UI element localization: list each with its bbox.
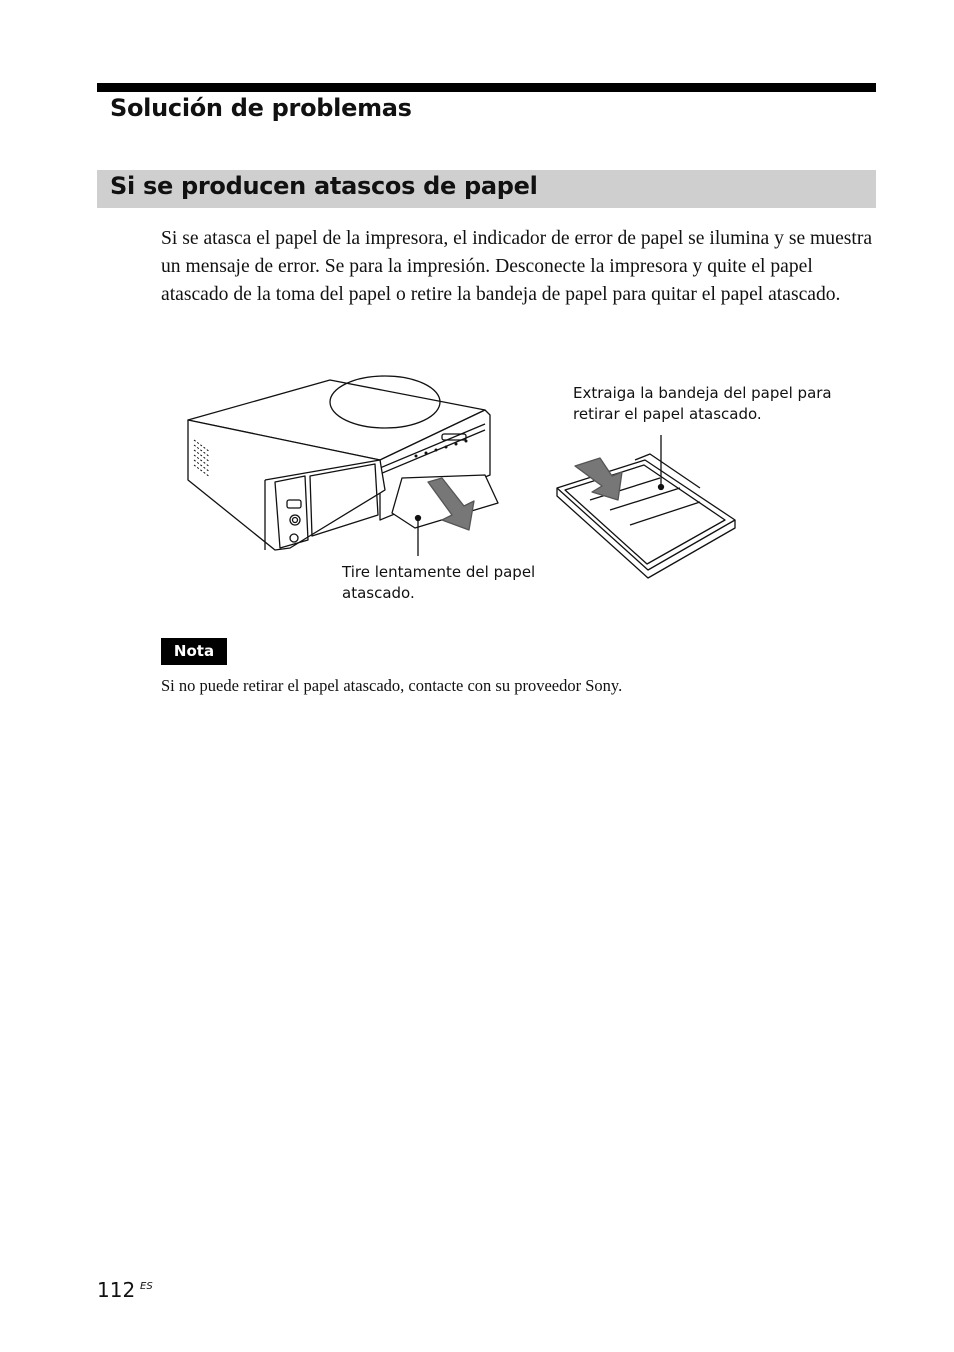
top-rule [97, 83, 876, 92]
language-code: ES [140, 1281, 153, 1292]
paper-tray-drawing [557, 435, 735, 578]
note-text: Si no puede retirar el papel atascado, contacte con su proveedor Sony. [161, 676, 623, 695]
section-title: Solución de problemas [110, 94, 412, 122]
intro-paragraph: Si se atasca el papel de la impresora, el indicador de error de papel se ilumina y se muestra un mensaje de error. Se para la impresión. Desconecte la impresora y quite el papel atascado de la toma del papel o retire la bandeja de papel para quitar el papel atascado. [161, 228, 873, 305]
note-badge: Nota [161, 638, 227, 665]
callout-remove-tray: Extraiga la bandeja del papel para retirar el papel atascado. [573, 384, 832, 423]
callout-pull-paper: Tire lentamente del papel atascado. [342, 563, 536, 602]
page-number: 112 [97, 1278, 136, 1302]
jammed-paper-drawing [392, 475, 498, 556]
printer-drawing [188, 376, 490, 550]
page-heading: Si se producen atascos de papel [110, 172, 538, 200]
